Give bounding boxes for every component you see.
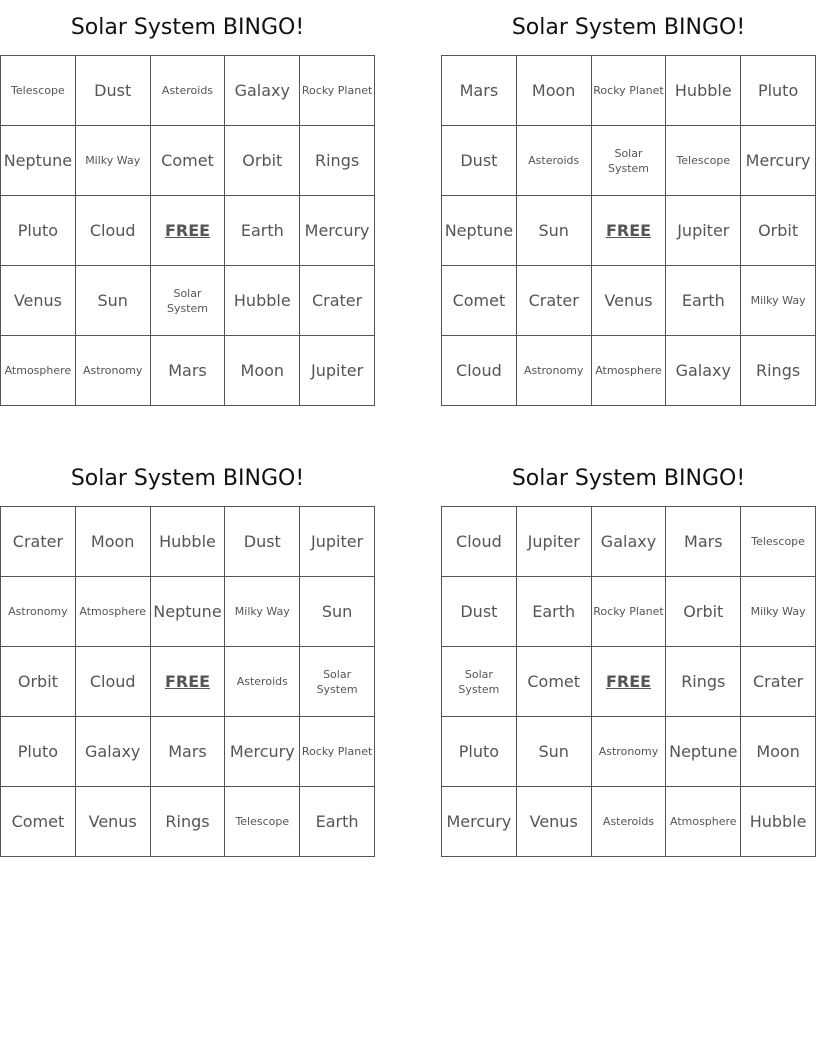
bingo-cell: Milky Way <box>76 126 151 196</box>
bingo-cell: Dust <box>442 577 517 647</box>
bingo-cell: Solar System <box>442 647 517 717</box>
bingo-cell: Galaxy <box>225 56 300 126</box>
bingo-cell: Venus <box>592 266 667 336</box>
bingo-cell: Moon <box>517 56 592 126</box>
bingo-cell: Jupiter <box>300 336 375 406</box>
bingo-cell: Pluto <box>1 196 76 266</box>
bingo-cell: Astronomy <box>1 577 76 647</box>
bingo-cell: Hubble <box>666 56 741 126</box>
bingo-grid <box>0 506 375 857</box>
bingo-cell: Telescope <box>225 787 300 857</box>
bingo-cell: Astronomy <box>517 336 592 406</box>
bingo-cell: Crater <box>741 647 816 717</box>
bingo-cell: Rings <box>741 336 816 406</box>
bingo-cell: Atmosphere <box>76 577 151 647</box>
bingo-cell: Astronomy <box>76 336 151 406</box>
card-title: Solar System BINGO! <box>511 15 746 40</box>
bingo-cell: Telescope <box>1 56 76 126</box>
bingo-cell: Orbit <box>741 196 816 266</box>
bingo-cell: Moon <box>225 336 300 406</box>
bingo-cell: Hubble <box>741 787 816 857</box>
bingo-cell: Asteroids <box>517 126 592 196</box>
bingo-cell: Rocky Planet <box>592 577 667 647</box>
bingo-cell: Venus <box>1 266 76 336</box>
bingo-cell: Crater <box>517 266 592 336</box>
bingo-cell: Dust <box>225 507 300 577</box>
bingo-grid <box>0 55 375 406</box>
bingo-cell: Mars <box>666 507 741 577</box>
bingo-cell: Neptune <box>666 717 741 787</box>
bingo-cell: Atmosphere <box>592 336 667 406</box>
bingo-cell: Cloud <box>76 196 151 266</box>
bingo-cell: Galaxy <box>666 336 741 406</box>
bingo-cell: Pluto <box>442 717 517 787</box>
bingo-cell: Galaxy <box>592 507 667 577</box>
bingo-cell: Sun <box>517 717 592 787</box>
bingo-cell: Comet <box>517 647 592 717</box>
bingo-grid <box>441 506 816 857</box>
card-title: Solar System BINGO! <box>70 466 305 491</box>
bingo-grid <box>441 55 816 406</box>
bingo-cell: Earth <box>517 577 592 647</box>
bingo-cell: Atmosphere <box>666 787 741 857</box>
bingo-cell: Galaxy <box>76 717 151 787</box>
bingo-cell: Venus <box>76 787 151 857</box>
bingo-cell: Crater <box>1 507 76 577</box>
bingo-cell: Solar System <box>592 126 667 196</box>
bingo-cell: Orbit <box>225 126 300 196</box>
bingo-cell: Comet <box>151 126 226 196</box>
bingo-cell: Mars <box>151 717 226 787</box>
bingo-cell: Sun <box>517 196 592 266</box>
bingo-cell: Dust <box>442 126 517 196</box>
bingo-cell: Mercury <box>442 787 517 857</box>
bingo-cell: Comet <box>1 787 76 857</box>
bingo-cell: Earth <box>300 787 375 857</box>
bingo-cell: Rocky Planet <box>592 56 667 126</box>
bingo-cell: Mars <box>151 336 226 406</box>
bingo-cell: Asteroids <box>151 56 226 126</box>
bingo-cell: Earth <box>666 266 741 336</box>
free-space-cell: FREE <box>592 647 667 717</box>
bingo-cell: Pluto <box>741 56 816 126</box>
bingo-cell: Crater <box>300 266 375 336</box>
bingo-cell: Mercury <box>225 717 300 787</box>
bingo-cell: Moon <box>741 717 816 787</box>
bingo-cell: Asteroids <box>225 647 300 717</box>
bingo-cell: Rings <box>151 787 226 857</box>
bingo-cell: Orbit <box>666 577 741 647</box>
bingo-cell: Solar System <box>300 647 375 717</box>
bingo-cell: Comet <box>442 266 517 336</box>
bingo-cell: Rocky Planet <box>300 717 375 787</box>
bingo-cell: Asteroids <box>592 787 667 857</box>
bingo-cell: Cloud <box>442 336 517 406</box>
card-title: Solar System BINGO! <box>511 466 746 491</box>
card-title: Solar System BINGO! <box>70 15 305 40</box>
bingo-cell: Hubble <box>225 266 300 336</box>
bingo-cell: Mercury <box>741 126 816 196</box>
bingo-cell: Sun <box>300 577 375 647</box>
bingo-cell: Moon <box>76 507 151 577</box>
bingo-cell: Telescope <box>741 507 816 577</box>
bingo-cell: Jupiter <box>666 196 741 266</box>
bingo-cell: Mars <box>442 56 517 126</box>
bingo-cell: Earth <box>225 196 300 266</box>
free-space-cell: FREE <box>151 647 226 717</box>
bingo-cell: Cloud <box>442 507 517 577</box>
bingo-cell: Neptune <box>442 196 517 266</box>
bingo-cell: Rings <box>666 647 741 717</box>
bingo-cell: Mercury <box>300 196 375 266</box>
bingo-cell: Atmosphere <box>1 336 76 406</box>
bingo-cell: Jupiter <box>300 507 375 577</box>
bingo-cell: Solar System <box>151 266 226 336</box>
bingo-cell: Sun <box>76 266 151 336</box>
bingo-cell: Astronomy <box>592 717 667 787</box>
bingo-cell: Neptune <box>1 126 76 196</box>
bingo-cell: Neptune <box>151 577 226 647</box>
bingo-cell: Rocky Planet <box>300 56 375 126</box>
bingo-cell: Hubble <box>151 507 226 577</box>
bingo-cell: Orbit <box>1 647 76 717</box>
bingo-cell: Rings <box>300 126 375 196</box>
bingo-cell: Telescope <box>666 126 741 196</box>
free-space-cell: FREE <box>592 196 667 266</box>
free-space-cell: FREE <box>151 196 226 266</box>
bingo-cell: Pluto <box>1 717 76 787</box>
bingo-cell: Venus <box>517 787 592 857</box>
bingo-cell: Milky Way <box>741 266 816 336</box>
bingo-cell: Milky Way <box>741 577 816 647</box>
bingo-cell: Milky Way <box>225 577 300 647</box>
bingo-cell: Cloud <box>76 647 151 717</box>
bingo-cell: Jupiter <box>517 507 592 577</box>
bingo-cell: Dust <box>76 56 151 126</box>
